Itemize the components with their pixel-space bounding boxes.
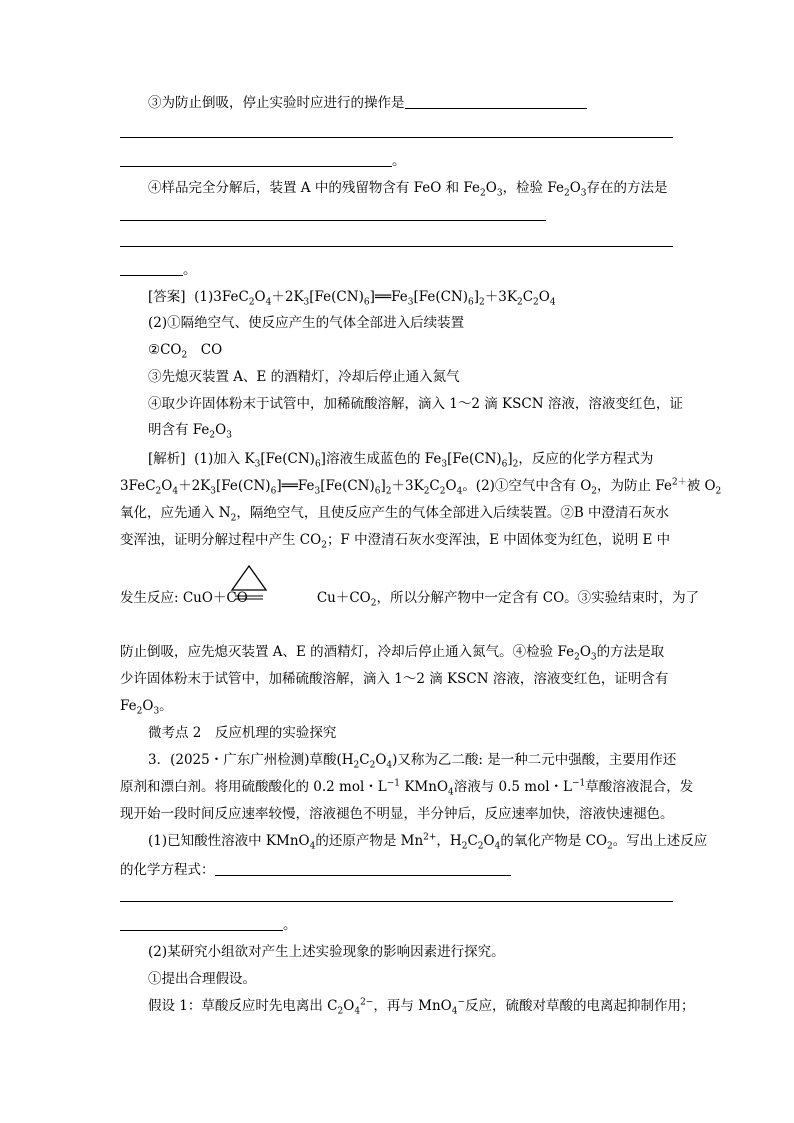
answer-1: [答案] $(1)3FeC_2O_4+2K_3[Fe(CN)_6]══Fe_3[Fe(CN)_6]_2+3K_2C_2O_4$	[148, 289, 556, 308]
answer-blank[interactable]	[215, 861, 511, 876]
analysis-6: 防止倒吸，应先熄灭装置 A、E 的酒精灯，冷却后停止通入氮气。④检验 $Fe_2O_3$的方法是取	[120, 644, 665, 663]
answer-tag: [答案]	[148, 289, 186, 305]
answer-blank-line: 。	[120, 151, 673, 171]
problem-3-line-3: 现开始一段时间反应速率较慢，溶液褪色不明显，半分钟后，反应速率加快，溶液快速褪色。	[120, 806, 674, 822]
hypothesis-1: 假设 1：草酸反应时先电离出 $C_2O_4^{2-}$，再与 MnO$_4$−反应，硫酸对草酸的电离起抑制作用；	[148, 997, 695, 1017]
answer-blank-line: 。	[120, 915, 673, 935]
answer-blank[interactable]	[120, 916, 283, 931]
answer-5: ④取少许固体粉末于试管中，加稀硫酸溶解，滴入 1～2 滴 KSCN 溶液，溶液变红色，证	[148, 396, 683, 412]
analysis-7: 少许固体粉末于试管中，加稀硫酸溶解，滴入 1～2 滴 KSCN 溶液，溶液变红色，证明含有	[120, 671, 669, 687]
answer-blank[interactable]	[120, 152, 392, 167]
problem-3-part-2: (2)某研究小组欲对产生上述实验现象的影响因素进行探究。	[148, 944, 505, 960]
analysis-4: 变浑浊，证明分解过程中产生 $CO_2$；F 中澄清石灰水变浑浊，E 中固体变为红色，说明 E 中	[120, 532, 671, 551]
answer-blank-line: 。	[120, 260, 673, 280]
question-4-sub: ④样品完全分解后，装置 A 中的残留物含有 FeO 和 $Fe_2O_3$，检验 $Fe_2O_3$存在的方法是	[148, 180, 668, 199]
answer-blank-line	[120, 205, 673, 225]
analysis-5: 发生反应: CuO＋CO $Cu+CO_2$，所以分解产物中一定含有 CO。③实验结束时，为了	[120, 590, 700, 609]
analysis-8: $Fe_2O_3$。	[120, 698, 173, 717]
question-3-sub: ③为防止倒吸，停止实验时应进行的操作是	[148, 93, 673, 113]
answer-3: $②CO_2$ CO	[148, 342, 223, 361]
analysis-tag: [解析]	[148, 451, 186, 467]
answer-rule[interactable]	[120, 246, 673, 247]
section-heading: 微考点 2 反应机理的实验探究	[148, 725, 337, 741]
problem-3-line-4: (1)已知酸性溶液中 KMnO$_4$的还原产物是 $Mn^{2+}$，$H_2C_2O_4$的氧化产物是 $CO_2$。写出上述反应	[148, 832, 708, 852]
answer-blank[interactable]	[405, 94, 587, 109]
problem-3-line-2: 原剂和漂白剂。将用硫酸酸化的 0.2 mol・$L^{-1}$ KMnO$_4$溶液与 0.5 mol・$L^{-1}$草酸溶液混合，发	[120, 778, 694, 798]
answer-rule[interactable]	[120, 901, 673, 902]
analysis-3: 氧化，应先通入 $N_2$，隔绝空气，且使反应产生的气体全部进入后续装置。②B 中澄清石灰水	[120, 505, 670, 524]
analysis-2: $3FeC_2O_4+2K_3[Fe(CN)_6]══Fe_3[Fe(CN)_6]_2+3K_2C_2O_4$。(2)①空气中含有 $O_2$，为防止 $Fe^{2+}$被 $O_2$	[120, 477, 722, 497]
problem-3-line-5: 的化学方程式：	[120, 860, 673, 880]
answer-4: ③先熄灭装置 A、E 的酒精灯，冷却后停止通入氮气	[148, 369, 460, 385]
answer-blank[interactable]	[120, 206, 546, 221]
problem-3-step-1: ①提出合理假设。	[148, 971, 256, 987]
answer-6: 明含有 $Fe_2O_3$	[148, 422, 232, 441]
problem-3-line-1: 3．(2025・广东广州检测)草酸$(H_2C_2O_4)$又称为乙二酸: 是一种二元中强酸，主要用作还	[148, 752, 677, 771]
answer-2: (2)①隔绝空气、使反应产生的气体全部进入后续装置	[148, 315, 465, 331]
analysis-1: [解析] (1)加入 $K_3[Fe(CN)_6]$溶液生成蓝色的 $Fe_3[Fe(CN)_6]_2$，反应的化学方程式为	[148, 451, 654, 470]
answer-rule[interactable]	[120, 137, 673, 138]
answer-blank[interactable]	[120, 261, 183, 276]
